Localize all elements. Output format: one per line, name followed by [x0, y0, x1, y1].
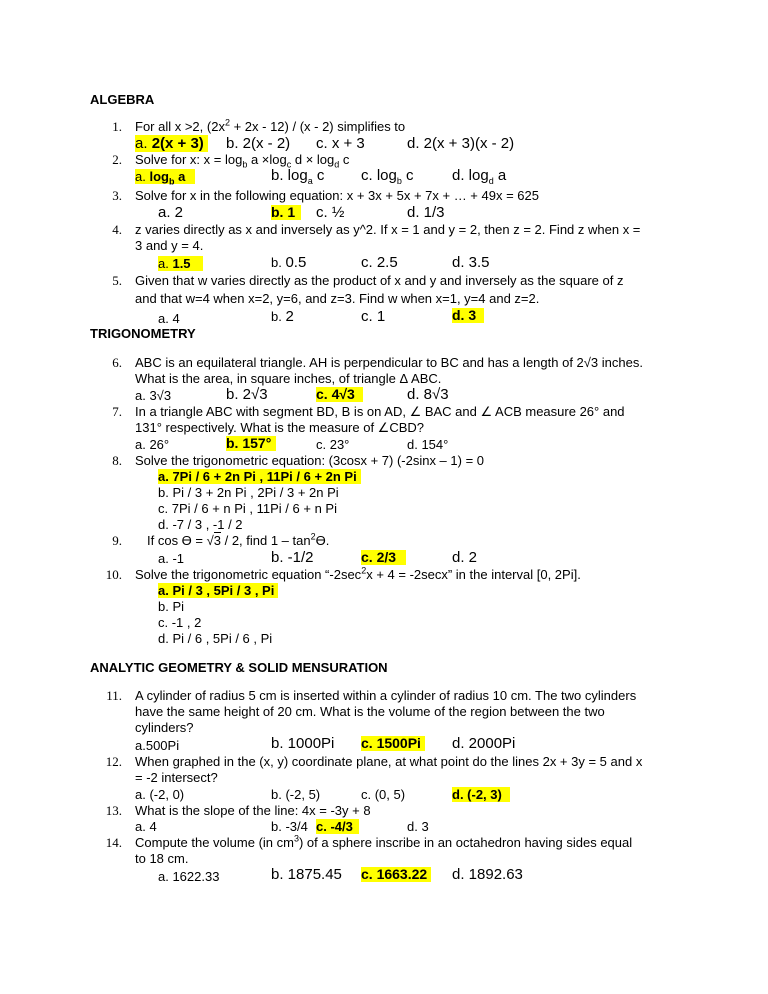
option-b: b. 1	[271, 205, 301, 220]
option-c: c. x + 3	[316, 135, 365, 152]
question-text-line2: to 18 cm.	[135, 851, 189, 866]
option-d: d. 1/3	[407, 204, 445, 221]
option-d: d. Pi / 6 , 5Pi / 6 , Pi	[158, 631, 273, 646]
option-b: b. Pi / 3 + 2n Pi , 2Pi / 3 + 2n Pi	[158, 485, 339, 500]
option-d: d. -7 / 3 , -1 / 2	[158, 517, 243, 532]
option-b: b. $\log_a c$	[271, 167, 325, 186]
question-number: 10.	[105, 567, 122, 582]
question-number: 3.	[112, 188, 122, 203]
option-a: a. 1622.33	[158, 869, 220, 884]
question-text-line3: cylinders?	[135, 720, 194, 735]
question-text: Given that w varies directly as the product of x and y and inversely as the square of z	[135, 273, 624, 288]
option-b: b. -3/4	[271, 819, 308, 834]
option-c: c. -4/3	[316, 819, 359, 834]
question-number: 7.	[112, 404, 122, 419]
option-a: a. 3√3	[135, 388, 172, 403]
question-number: 6.	[112, 355, 122, 370]
option-c: c. 2.5	[361, 254, 398, 271]
option-a: a.500Pi	[135, 738, 180, 753]
section-heading-geometry: ANALYTIC GEOMETRY & SOLID MENSURATION	[90, 660, 388, 675]
option-a: a. 26°	[135, 437, 170, 452]
option-b: b. 157°	[226, 436, 276, 451]
option-a: a. (-2, 0)	[135, 787, 185, 802]
question-number: 1.	[112, 119, 122, 134]
question-text: When graphed in the (x, y) coordinate plane, at what point do the lines 2x + 3y = 5 and x	[135, 754, 643, 769]
option-b: b. 2(x - 2)	[226, 135, 291, 152]
question-text: A cylinder of radius 5 cm is inserted within a cylinder of radius 10 cm. The two cylinders	[135, 688, 637, 703]
option-c: c. ½	[316, 204, 345, 221]
sqrt-symbol: √3	[206, 533, 221, 548]
question-number: 8.	[112, 453, 122, 468]
question-text-line2: have the same height of 20 cm. What is the volume of the region between the two	[135, 704, 605, 719]
question-text-line2: = -2 intersect?	[135, 770, 218, 785]
option-c: c. 7Pi / 6 + n Pi , 11Pi / 6 + n Pi	[158, 501, 337, 516]
option-a: a. -1	[158, 551, 185, 566]
question-number: 12.	[105, 754, 122, 769]
option-a: a. $\log_b a$	[135, 169, 195, 184]
question-text: Solve for x: $x = \log_b a \times\log_c$ $d \times \log_d c$	[135, 152, 350, 170]
option-d: d. 3.5	[452, 254, 490, 271]
option-d: d. 3	[407, 819, 429, 834]
question-text: Solve for x in the following equation: x + 3x + 5x + 7x + … + 49x = 625	[135, 188, 539, 203]
option-a: a. 7Pi / 6 + 2n Pi , 11Pi / 6 + 2n Pi	[158, 469, 361, 484]
option-b: b. 2	[271, 308, 294, 325]
option-b: b. 1875.45	[271, 866, 342, 883]
question-text: What is the slope of the line: 4x = -3y + 8	[135, 803, 371, 818]
option-a: a. 2	[158, 204, 184, 221]
option-c: c. 2/3	[361, 550, 406, 565]
question-number: 14.	[105, 835, 122, 850]
question-number: 4.	[112, 222, 122, 237]
section-heading-trigonometry: TRIGONOMETRY	[90, 326, 196, 341]
option-a: a. Pi / 3 , 5Pi / 3 , Pi	[158, 583, 278, 598]
option-c: c. 4√3	[316, 387, 363, 402]
option-c: c. (0, 5)	[361, 787, 406, 802]
question-text: Solve the trigonometric equation: (3cosx + 7) (-2sinx – 1) = 0	[135, 453, 485, 468]
question-number: 11.	[106, 688, 122, 703]
option-d: d. 2(x + 3)(x - 2)	[407, 135, 515, 152]
option-d: d. (-2, 3)	[452, 787, 510, 802]
option-b: b. 1000Pi	[271, 735, 335, 752]
question-text: For all x >2, $(2x^2 + 2x - 12) / (x - 2)$ simplifies to	[135, 117, 406, 134]
question-text: In a triangle ABC with segment BD, B is on AD, ∠ BAC and ∠ ACB measure 26° and	[135, 404, 625, 419]
option-d: d. 8√3	[407, 386, 449, 403]
question-number: 9.	[112, 533, 122, 548]
question-number: 13.	[105, 803, 122, 818]
question-text-line2: 3 and y = 4.	[135, 238, 204, 253]
option-b: b. (-2, 5)	[271, 787, 321, 802]
question-text-line2: and that w=4 when x=2, y=6, and z=3. Find w when x=1, y=4 and z=2.	[135, 291, 540, 306]
question-text-line2: 131° respectively. What is the measure of ∠CBD?	[135, 420, 425, 435]
option-b: b. Pi	[158, 599, 185, 614]
question-text-line2: What is the area, in square inches, of triangle Δ ABC.	[135, 371, 442, 386]
option-d: d. 2	[452, 549, 478, 566]
section-heading-algebra: ALGEBRA	[90, 92, 155, 107]
question-text: Compute the volume (in $cm^3$) of a sphere inscribe in an octahedron having sides equal	[135, 833, 633, 850]
question-number: 5.	[112, 273, 122, 288]
option-d: d. 3	[452, 308, 484, 323]
option-b: b. 2√3	[226, 386, 268, 403]
question-text: If cos ϴ = √3 / 2, find $1 - \tan^2ϴ$.	[147, 531, 330, 548]
option-c: c. 1500Pi	[361, 736, 425, 751]
question-text: ABC is an equilateral triangle. AH is perpendicular to BC and has a length of 2√3 inches.	[135, 355, 643, 370]
option-c: c. 1	[361, 308, 386, 325]
option-a: a. 2(x + 3)	[135, 136, 208, 151]
question-text: Solve the trigonometric equation “$-2\sec^2x + 4 = -2\sec x$” in the interval [0, 2Pi].	[135, 565, 581, 582]
option-d: d. 1892.63	[452, 866, 523, 883]
question-number: 2.	[112, 152, 122, 167]
option-b: b. 0.5	[271, 254, 307, 271]
option-c: c. 23°	[316, 437, 350, 452]
option-d: d. 154°	[407, 437, 449, 452]
option-d: d. $\log_d a$	[452, 167, 507, 186]
option-b: b. -1/2	[271, 549, 314, 566]
option-c: c. 1663.22	[361, 867, 431, 882]
option-a: a. 4	[135, 819, 157, 834]
option-c: c. $\log_b c$	[361, 167, 414, 186]
option-a: a. 1.5	[158, 256, 203, 271]
question-text: z varies directly as x and inversely as y^2. If x = 1 and y = 2, then z = 2. Find z when x =	[135, 222, 641, 237]
option-c: c. -1 , 2	[158, 615, 202, 630]
option-a: a. 4	[158, 311, 180, 326]
option-d: d. 2000Pi	[452, 735, 516, 752]
